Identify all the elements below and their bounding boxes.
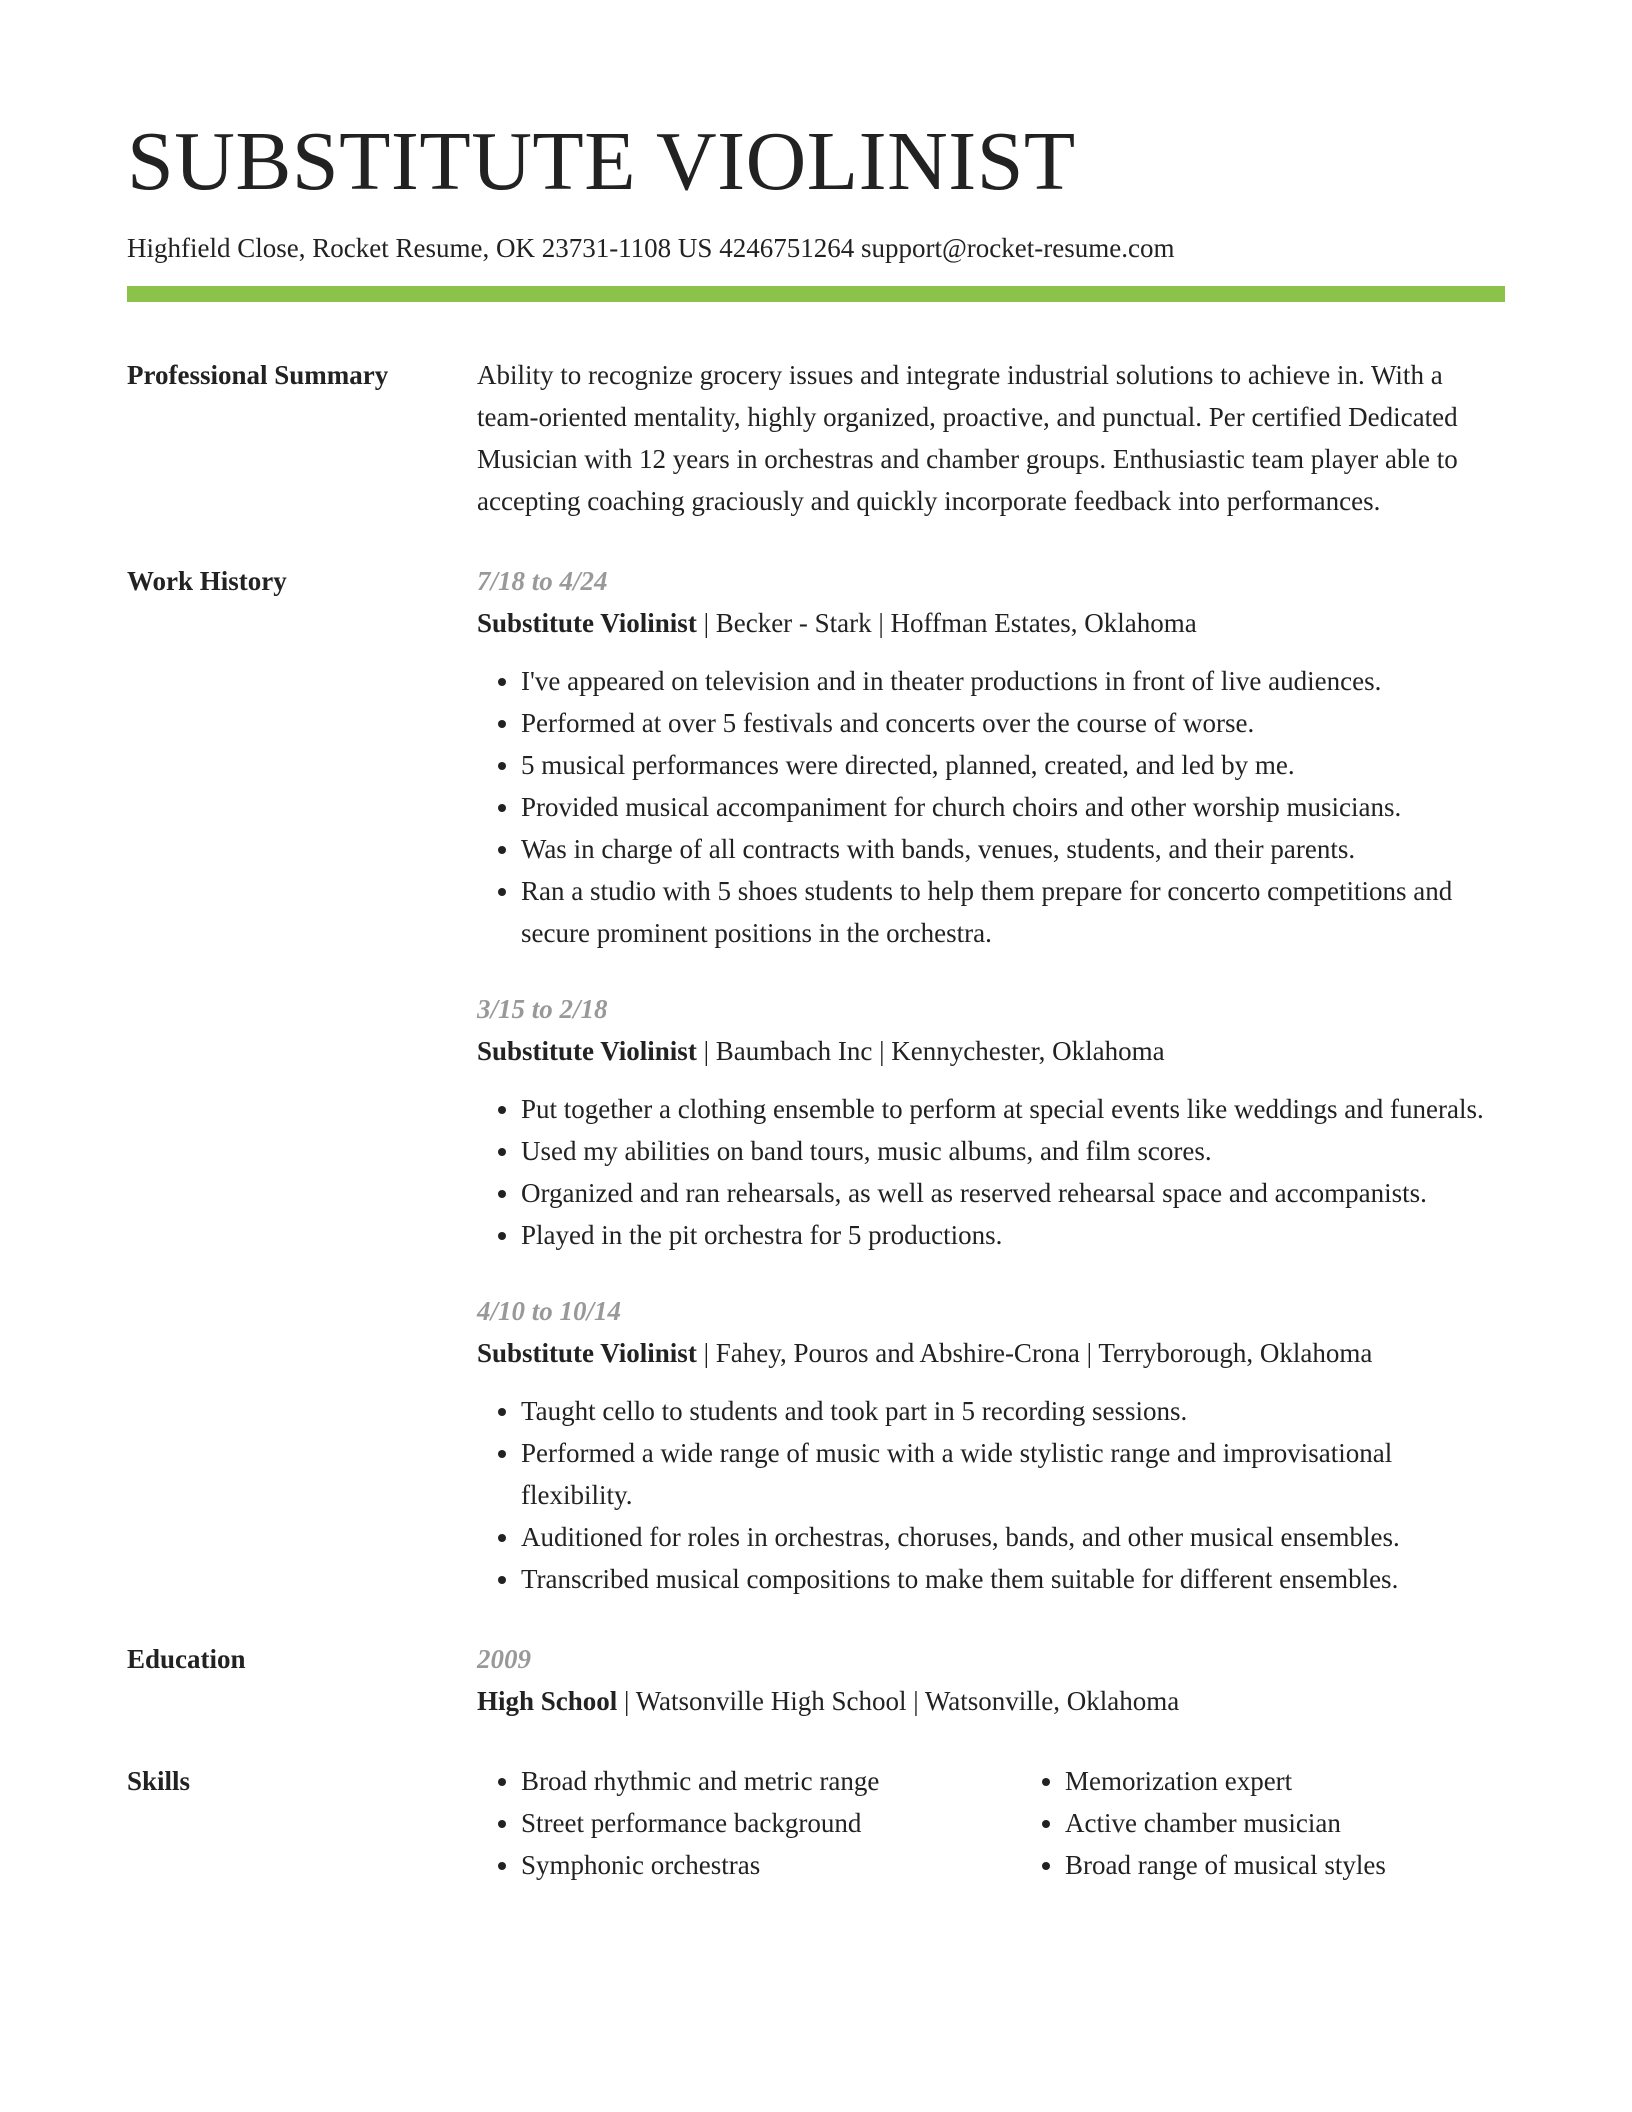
job-bullet: • Auditioned for roles in orchestras, choruses, bands, and other musical ensembles. [521, 1516, 1505, 1558]
work-history-section [127, 560, 1505, 1600]
skill-item: • Broad rhythmic and metric range [521, 1760, 1021, 1802]
job-bullet: • Performed a wide range of music with a wide stylistic range and improvisational flexibility. [521, 1432, 1505, 1516]
section-title-summary: Professional Summary [127, 360, 389, 391]
job-details: | Becker - Stark | Hoffman Estates, Oklahoma [696, 608, 1197, 639]
job-role: Substitute Violinist [477, 1036, 697, 1067]
job-role: Substitute Violinist [477, 608, 697, 639]
job-bullets [477, 1390, 1505, 1600]
job-details: | Baumbach Inc | Kennychester, Oklahoma [696, 1036, 1165, 1067]
job-bullet: • Provided musical accompaniment for church choirs and other worship musicians. [521, 786, 1505, 828]
job-bullet: • Transcribed musical compositions to make them suitable for different ensembles. [521, 1558, 1505, 1600]
candidate-name: SUBSTITUTE VIOLINIST [127, 115, 1076, 208]
section-title-education: Education [127, 1644, 246, 1675]
education-details: | Watsonville High School | Watsonville, Oklahoma [617, 1686, 1180, 1717]
job-bullet: • Used my abilities on band tours, music albums, and film scores. [521, 1130, 1505, 1172]
job-bullet: • Organized and ran rehearsals, as well as reserved rehearsal space and accompanists. [521, 1172, 1505, 1214]
job-dates: 7/18 to 4/24 [477, 566, 608, 597]
job-details: | Fahey, Pouros and Abshire-Crona | Terryborough, Oklahoma [696, 1338, 1373, 1369]
job-bullet: • 5 musical performances were directed, planned, created, and led by me. [521, 744, 1505, 786]
summary-section [127, 354, 1505, 522]
skills-section [127, 1760, 1505, 1886]
job-line [477, 1030, 1505, 1072]
skill-item: • Memorization expert [1065, 1760, 1565, 1802]
skill-item: • Street performance background [521, 1802, 1021, 1844]
section-title-skills: Skills [127, 1766, 191, 1797]
contact-line: Highfield Close, Rocket Resume, OK 23731-1108 US 4246751264 support@rocket-resume.com [127, 233, 1175, 263]
education-degree: High School [477, 1686, 618, 1717]
job-bullet: • Put together a clothing ensemble to perform at special events like weddings and funerals. [521, 1088, 1505, 1130]
summary-text: Ability to recognize grocery issues and integrate industrial solutions to achieve in. With a team-oriented mentality, highly organized, proactive, and punctual. Per certified Dedicated Musician with 12 years in orchestras and chamber groups. Enthusiastic team player able to accepting coaching graciously and quickly incorporate feedback into performances. [477, 360, 1458, 517]
job-bullet: • Performed at over 5 festivals and concerts over the course of worse. [521, 702, 1505, 744]
education-section [127, 1638, 1505, 1722]
section-title-work: Work History [127, 566, 287, 597]
skills-column-2 [1021, 1760, 1565, 1886]
job-bullet: • Ran a studio with 5 shoes students to help them prepare for concerto competitions and secure prominent positions in the orchestra. [521, 870, 1505, 954]
job-entry [477, 560, 1505, 954]
job-bullet: • I've appeared on television and in theater productions in front of live audiences. [521, 660, 1505, 702]
skill-item: • Broad range of musical styles [1065, 1844, 1565, 1886]
education-year: 2009 [477, 1644, 531, 1675]
accent-rule [127, 286, 1505, 302]
education-line [477, 1680, 1505, 1722]
skills-column-1 [477, 1760, 1021, 1886]
skill-item: • Symphonic orchestras [521, 1844, 1021, 1886]
job-bullet: • Played in the pit orchestra for 5 productions. [521, 1214, 1505, 1256]
job-bullet: • Was in charge of all contracts with bands, venues, students, and their parents. [521, 828, 1505, 870]
job-entry [477, 988, 1505, 1256]
job-line [477, 1332, 1505, 1374]
job-bullets [477, 1088, 1505, 1256]
job-entry [477, 1290, 1505, 1600]
job-role: Substitute Violinist [477, 1338, 697, 1369]
job-bullet: • Taught cello to students and took part in 5 recording sessions. [521, 1390, 1505, 1432]
job-bullets [477, 660, 1505, 954]
skill-item: • Active chamber musician [1065, 1802, 1565, 1844]
job-line [477, 602, 1505, 644]
job-dates: 3/15 to 2/18 [477, 994, 608, 1025]
job-dates: 4/10 to 10/14 [477, 1296, 622, 1327]
